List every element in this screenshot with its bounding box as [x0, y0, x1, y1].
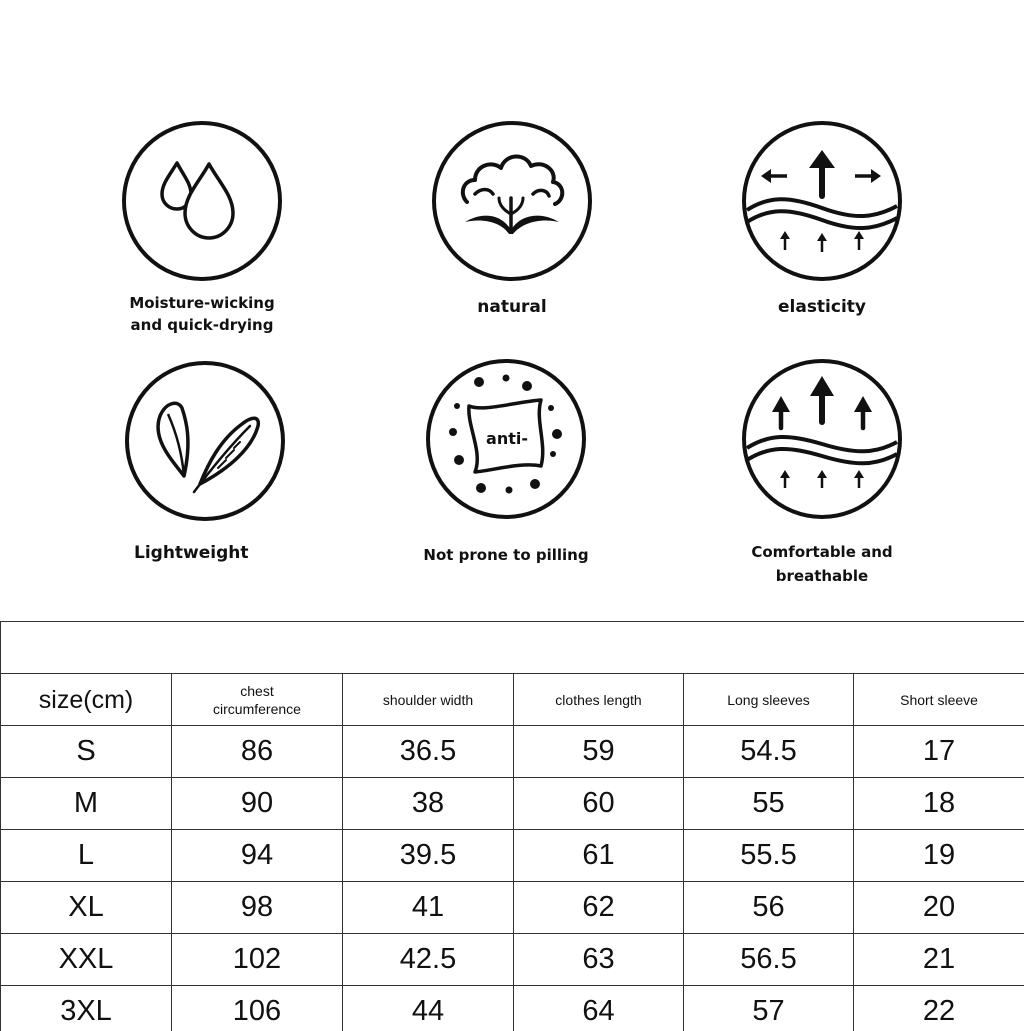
table-header-row [1, 674, 1024, 726]
table-cell: 36.5 [343, 726, 514, 778]
table-row [1, 778, 1024, 830]
water-drops-icon [119, 118, 285, 284]
table-cell: 55.5 [684, 830, 854, 882]
table-cell: 19 [854, 830, 1024, 882]
anti-pilling-icon-text: anti- [486, 429, 528, 448]
table-cell: 55 [684, 778, 854, 830]
stretch-arrows-icon [739, 118, 905, 284]
table-cell: L [1, 830, 172, 882]
table-cell: 56 [684, 882, 854, 934]
header-length: clothes length [514, 674, 684, 726]
feature-natural [362, 118, 662, 318]
cotton-plant-icon [429, 118, 595, 284]
table-row [1, 986, 1024, 1031]
feature-label-line2: breathable [775, 567, 869, 585]
table-cell: 20 [854, 882, 1024, 934]
table-cell: XXL [1, 934, 172, 986]
table-cell: 60 [514, 778, 684, 830]
table-cell: 3XL [1, 986, 172, 1031]
table-cell: 59 [514, 726, 684, 778]
feature-breathable [672, 356, 972, 588]
anti-pilling-icon [423, 356, 589, 522]
table-top-blank-cell [1, 622, 1024, 674]
feature-not-pilling [356, 356, 656, 566]
feature-label-pilling: Not prone to pilling [423, 546, 589, 564]
table-row [1, 726, 1024, 778]
feature-label-elasticity: elasticity [777, 297, 866, 317]
table-cell: 98 [172, 882, 343, 934]
table-cell: 106 [172, 986, 343, 1031]
table-cell: 94 [172, 830, 343, 882]
feature-label-line1: Moisture-wicking [129, 294, 275, 312]
table-top-blank-row [1, 622, 1024, 674]
header-chest [172, 674, 343, 726]
feature-label-breathable [672, 540, 972, 588]
table-cell: 64 [514, 986, 684, 1031]
feature-label-line2: and quick-drying [130, 316, 274, 334]
table-cell: 17 [854, 726, 1024, 778]
breathable-arrows-icon [739, 356, 905, 522]
table-cell: 57 [684, 986, 854, 1031]
table-cell: XL [1, 882, 172, 934]
table-cell: 38 [343, 778, 514, 830]
header-long-sleeves: Long sleeves [684, 674, 854, 726]
feature-moisture-wicking [52, 118, 352, 336]
header-chest-line2: circumference [213, 700, 301, 717]
header-shoulder: shoulder width [343, 674, 514, 726]
table-body [1, 726, 1024, 1031]
table-cell: 44 [343, 986, 514, 1031]
table-cell: 39.5 [343, 830, 514, 882]
table-cell: 42.5 [343, 934, 514, 986]
feature-label-moisture [52, 292, 352, 336]
table-cell: 63 [514, 934, 684, 986]
table-row [1, 882, 1024, 934]
table-cell: M [1, 778, 172, 830]
feature-label-natural: natural [477, 297, 547, 317]
feature-label-lightweight: Lightweight [134, 543, 249, 563]
table-cell: 54.5 [684, 726, 854, 778]
table-cell: 61 [514, 830, 684, 882]
table-cell: 21 [854, 934, 1024, 986]
feature-label-line1: Comfortable and [751, 543, 893, 561]
feature-lightweight [40, 358, 340, 564]
table-cell: 56.5 [684, 934, 854, 986]
size-chart-table [0, 621, 1024, 1031]
header-chest-line1: chest [240, 682, 274, 699]
table-cell: 86 [172, 726, 343, 778]
header-size: size(cm) [1, 674, 172, 726]
table-cell: 22 [854, 986, 1024, 1031]
feature-elasticity [672, 118, 972, 318]
table-cell: 41 [343, 882, 514, 934]
table-cell: 62 [514, 882, 684, 934]
header-short-sleeve: Short sleeve [854, 674, 1024, 726]
table-row [1, 830, 1024, 882]
table-row [1, 934, 1024, 986]
table-cell: 18 [854, 778, 1024, 830]
table-cell: S [1, 726, 172, 778]
table-cell: 102 [172, 934, 343, 986]
table-cell: 90 [172, 778, 343, 830]
feathers-icon [122, 358, 288, 524]
